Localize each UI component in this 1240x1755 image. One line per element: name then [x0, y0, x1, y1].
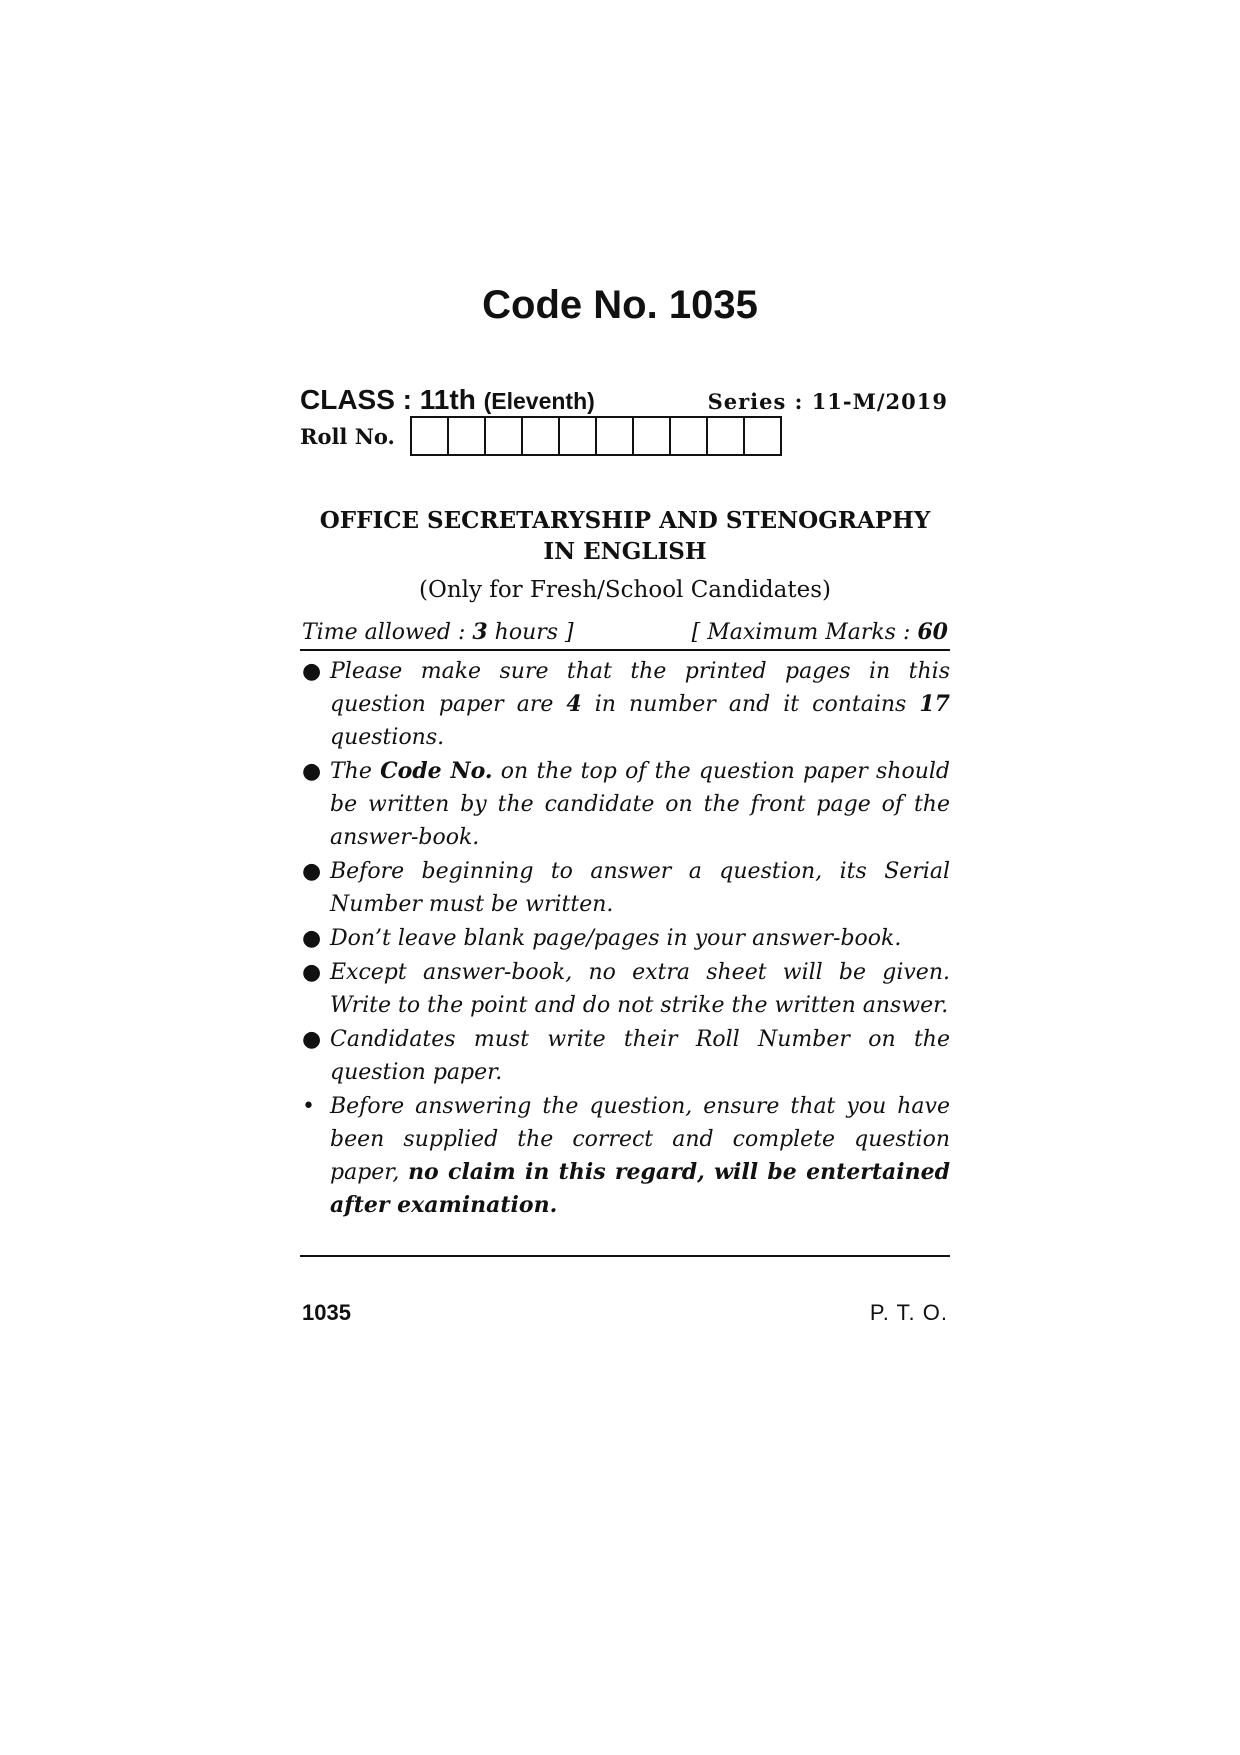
instruction-item: [300, 855, 950, 921]
instruction-bold: Code No.: [380, 758, 493, 784]
instruction-item: [300, 1090, 950, 1222]
roll-number-label: Roll No.: [300, 424, 395, 449]
bullet-icon: ●: [302, 926, 322, 951]
class-subtitle: (Eleventh): [483, 388, 595, 414]
roll-box[interactable]: [595, 418, 632, 454]
bottom-divider: [300, 1255, 950, 1257]
roll-box[interactable]: [558, 418, 595, 454]
bullet-icon: ●: [302, 1027, 322, 1052]
instruction-text: on the top of the question paper should be written by the candidate on the front page of the answer-book.: [330, 759, 951, 850]
time-value: 3: [472, 619, 488, 645]
roll-box[interactable]: [484, 418, 521, 454]
roll-box[interactable]: [706, 418, 743, 454]
series-label: Series : 11-M/2019: [707, 389, 948, 414]
time-marks-row: [300, 619, 950, 651]
bullet-icon: ●: [302, 659, 322, 684]
roll-number-boxes[interactable]: [410, 416, 782, 456]
footer-code-number: 1035: [302, 1300, 351, 1325]
roll-box[interactable]: [521, 418, 558, 454]
instruction-bold: 4: [566, 691, 582, 717]
marks-value: 60: [917, 619, 948, 645]
instruction-text: Don’t leave blank page/pages in your answer-book.: [330, 926, 902, 951]
class-series-row: [300, 376, 948, 416]
instruction-item: [300, 1023, 950, 1089]
instruction-text: Except answer-book, no extra sheet will be given. Write to the point and do not strike the written answer.: [330, 960, 950, 1018]
bullet-icon: •: [302, 1094, 315, 1119]
instruction-item: [300, 922, 950, 955]
roll-number-row: [300, 414, 820, 456]
instruction-text: questions.: [330, 725, 445, 750]
bullet-icon: ●: [302, 960, 322, 985]
footer-pto: P. T. O.: [869, 1300, 948, 1325]
instruction-item: [300, 655, 950, 754]
instruction-text: Before answering the question, ensure that you have been supplied the correct and complete question paper,: [330, 1094, 950, 1185]
instruction-text: The: [330, 759, 381, 784]
bullet-icon: ●: [302, 859, 322, 884]
bullet-icon: ●: [302, 759, 322, 784]
roll-box[interactable]: [412, 418, 447, 454]
subject-line-1: OFFICE SECRETARYSHIP AND STENOGRAPHY: [319, 507, 931, 534]
instruction-item: [300, 755, 950, 854]
instruction-bold: no claim in this regard, will be entertained after examination.: [330, 1159, 951, 1218]
roll-box[interactable]: [632, 418, 669, 454]
candidates-note: (Only for Fresh/School Candidates): [419, 577, 831, 603]
instruction-text: Candidates must write their Roll Number on the question paper.: [330, 1027, 950, 1085]
code-number-title: Code No. 1035: [482, 283, 758, 327]
time-suffix: hours ]: [487, 620, 574, 645]
roll-box[interactable]: [447, 418, 484, 454]
time-allowed: [302, 619, 574, 645]
instructions-list: [300, 655, 950, 1223]
class-label: [300, 384, 595, 416]
instruction-item: [300, 956, 950, 1022]
instruction-text: Before beginning to answer a question, its Serial Number must be written.: [330, 859, 950, 917]
maximum-marks: [692, 619, 948, 645]
subject-title: [300, 505, 950, 567]
roll-box[interactable]: [743, 418, 780, 454]
roll-box[interactable]: [669, 418, 706, 454]
subject-line-2: IN ENGLISH: [543, 538, 707, 565]
instruction-text: Please make sure that the printed pages in this question paper are: [330, 659, 950, 717]
instruction-text: in number and it contains: [581, 692, 920, 717]
instruction-bold: 17: [919, 691, 950, 717]
class-value: CLASS : 11th: [300, 384, 476, 415]
marks-prefix: [ Maximum Marks :: [691, 620, 918, 645]
time-prefix: Time allowed :: [302, 620, 473, 645]
